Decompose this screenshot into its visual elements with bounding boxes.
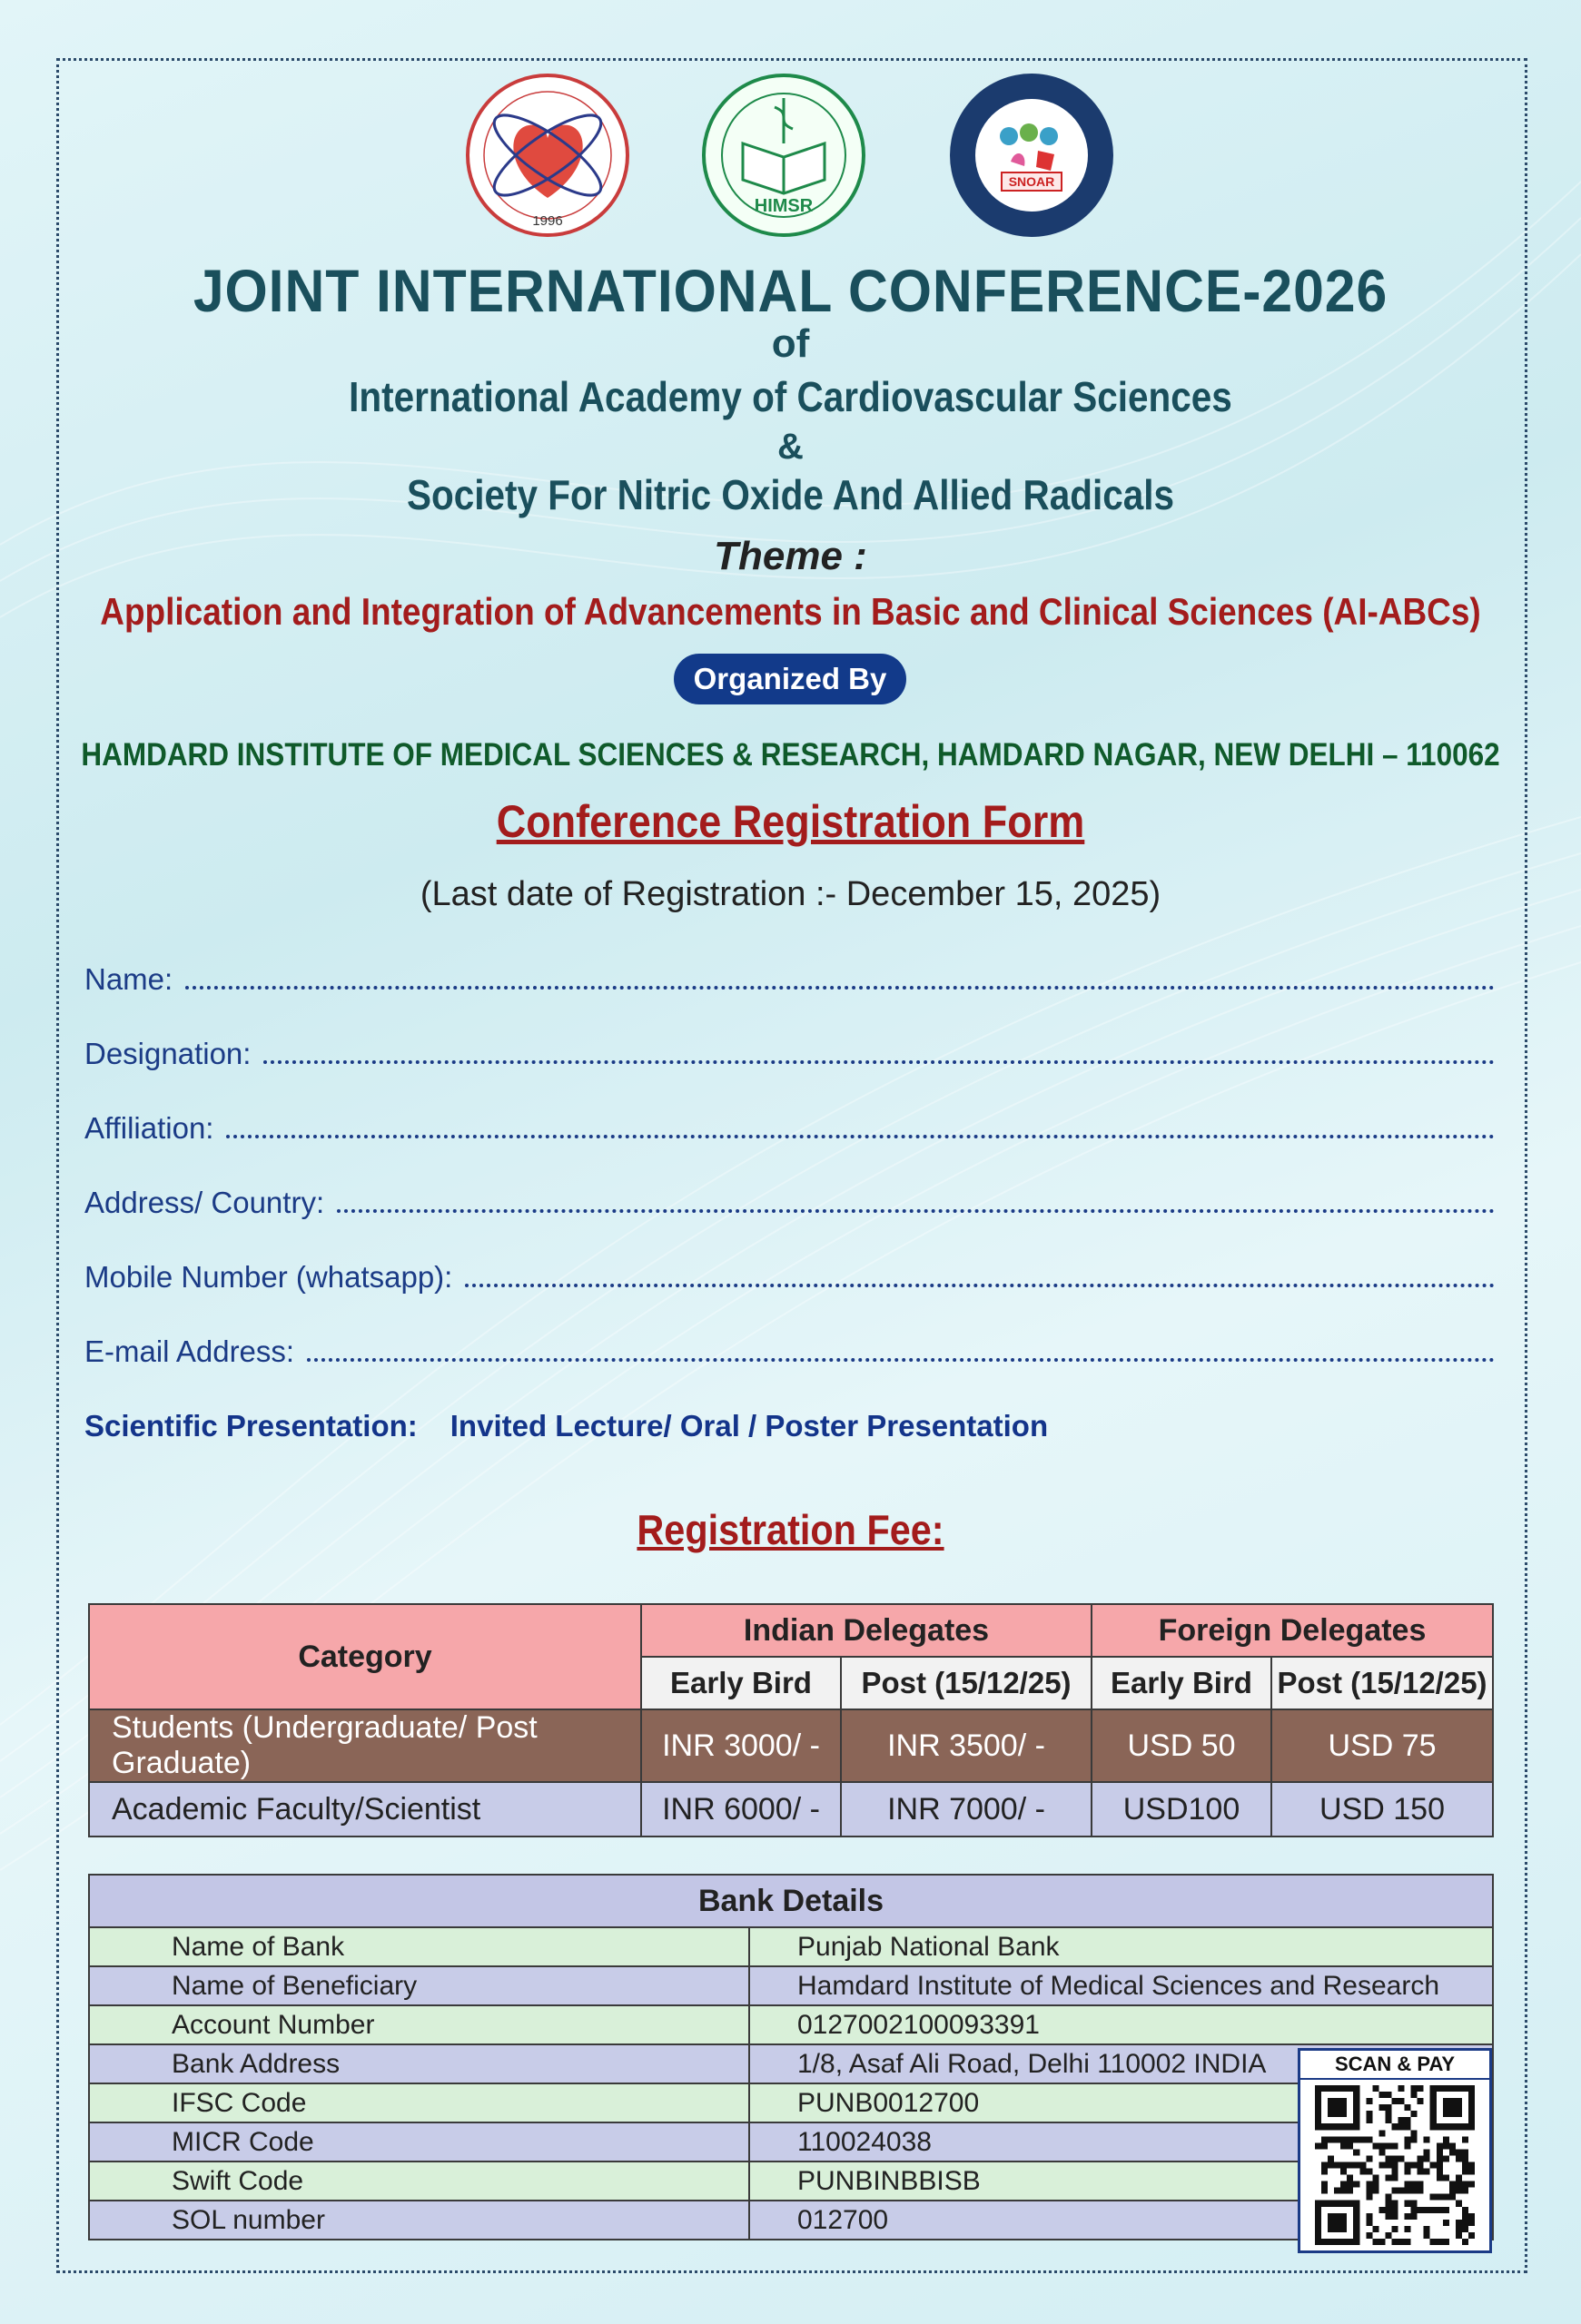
bank-value: 110024038	[749, 2122, 1493, 2162]
email-field[interactable]	[84, 1329, 1495, 1369]
bank-key: SOL number	[89, 2201, 749, 2240]
designation-label: Designation:	[84, 1037, 252, 1070]
fee-cell: INR 3000/ -	[641, 1709, 841, 1782]
address-label: Address/ Country:	[84, 1186, 325, 1219]
theme-label: Theme :	[714, 534, 867, 578]
qr-code-icon[interactable]	[1306, 2085, 1484, 2245]
name-dotted-line[interactable]	[185, 985, 1495, 990]
fee-cell: USD100	[1092, 1782, 1271, 1837]
fee-category-cell: Students (Undergraduate/ Post Graduate)	[89, 1709, 641, 1782]
bank-key: Name of Beneficiary	[89, 1966, 749, 2005]
snoar-seal-icon	[947, 71, 1116, 240]
bank-key: IFSC Code	[89, 2083, 749, 2122]
bank-row	[89, 2201, 1493, 2240]
bank-row	[89, 2083, 1493, 2122]
fee-cell: USD 75	[1271, 1709, 1493, 1782]
bank-details-table	[88, 1874, 1494, 2240]
name-field[interactable]	[84, 957, 1495, 997]
fee-cell: USD 150	[1271, 1782, 1493, 1837]
bank-row	[89, 2162, 1493, 2201]
address-field[interactable]	[84, 1180, 1495, 1220]
registration-fee-table	[88, 1603, 1494, 1837]
registration-fee-title: Registration Fee:	[637, 1506, 944, 1553]
fee-row	[89, 1782, 1493, 1837]
mobile-label: Mobile Number (whatsapp):	[84, 1260, 453, 1294]
logo-row	[0, 71, 1581, 252]
bank-row	[89, 1966, 1493, 2005]
bank-value: 0127002100093391	[749, 2005, 1493, 2044]
bank-key: Bank Address	[89, 2044, 749, 2083]
bank-value: 1/8, Asaf Ali Road, Delhi 110002 INDIA	[749, 2044, 1493, 2083]
fee-header-category: Category	[89, 1604, 641, 1709]
bank-key: Swift Code	[89, 2162, 749, 2201]
bank-value: Punjab National Bank	[749, 1927, 1493, 1966]
himsr-book-emblem-icon	[699, 71, 868, 240]
email-label: E-mail Address:	[84, 1334, 295, 1368]
fee-row	[89, 1709, 1493, 1782]
mobile-dotted-line[interactable]	[465, 1283, 1495, 1287]
bank-key: MICR Code	[89, 2122, 749, 2162]
fee-cell: INR 3500/ -	[841, 1709, 1092, 1782]
scientific-presentation-value: Invited Lecture/ Oral / Poster Presentation	[450, 1409, 1049, 1443]
bank-value: Hamdard Institute of Medical Sciences and Research	[749, 1966, 1493, 2005]
fee-header-foreign: Foreign Delegates	[1092, 1604, 1493, 1657]
form-title: Conference Registration Form	[496, 796, 1085, 847]
scan-pay-label: SCAN & PAY	[1300, 2051, 1489, 2080]
theme-text: Application and Integration of Advancements in Basic and Clinical Sciences (AI-ABCs)	[100, 590, 1481, 633]
fee-subheader-foreign-post: Post (15/12/25)	[1271, 1657, 1493, 1709]
svg-text:1996: 1996	[532, 213, 563, 229]
organized-by-badge: Organized By	[674, 654, 906, 704]
fee-category-cell: Academic Faculty/Scientist	[89, 1782, 641, 1837]
title-of: of	[771, 321, 810, 366]
heart-atom-logo-icon	[463, 71, 632, 240]
bank-row	[89, 2005, 1493, 2044]
mobile-field[interactable]	[84, 1255, 1495, 1295]
designation-field[interactable]	[84, 1031, 1495, 1071]
society-name-2: Society For Nitric Oxide And Allied Radicals	[406, 471, 1175, 518]
affiliation-label: Affiliation:	[84, 1111, 214, 1145]
designation-dotted-line[interactable]	[263, 1059, 1495, 1064]
bank-details-title: Bank Details	[89, 1875, 1493, 1927]
bank-row	[89, 2122, 1493, 2162]
bank-row	[89, 2044, 1493, 2083]
society-name-1: International Academy of Cardiovascular Sciences	[349, 373, 1232, 420]
fee-cell: USD 50	[1092, 1709, 1271, 1782]
scientific-presentation-label: Scientific Presentation:	[84, 1409, 418, 1443]
bank-value: 012700	[749, 2201, 1493, 2240]
bank-key: Name of Bank	[89, 1927, 749, 1966]
fee-subheader-indian-early: Early Bird	[641, 1657, 841, 1709]
fee-cell: INR 7000/ -	[841, 1782, 1092, 1837]
bank-row	[89, 1927, 1493, 1966]
fee-subheader-foreign-early: Early Bird	[1092, 1657, 1271, 1709]
institute-name: HAMDARD INSTITUTE OF MEDICAL SCIENCES & RESEARCH, HAMDARD NAGAR, NEW DELHI – 110062	[81, 737, 1500, 773]
bank-key: Account Number	[89, 2005, 749, 2044]
affiliation-field[interactable]	[84, 1106, 1495, 1146]
scan-pay-box[interactable]	[1298, 2048, 1492, 2253]
svg-text:SNOAR: SNOAR	[1008, 174, 1055, 189]
title-ampersand: &	[777, 427, 804, 467]
svg-text:HIMSR: HIMSR	[754, 196, 814, 216]
fee-header-indian: Indian Delegates	[641, 1604, 1092, 1657]
bank-value: PUNB0012700	[749, 2083, 1493, 2122]
email-dotted-line[interactable]	[307, 1357, 1495, 1362]
name-label: Name:	[84, 962, 173, 996]
conference-title: JOINT INTERNATIONAL CONFERENCE-2026	[193, 257, 1388, 324]
fee-subheader-indian-post: Post (15/12/25)	[841, 1657, 1092, 1709]
bank-value: PUNBINBBISB	[749, 2162, 1493, 2201]
fee-cell: INR 6000/ -	[641, 1782, 841, 1837]
last-date: (Last date of Registration :- December 15, 2025)	[420, 875, 1161, 913]
address-dotted-line[interactable]	[337, 1208, 1495, 1213]
affiliation-dotted-line[interactable]	[226, 1134, 1495, 1138]
scientific-presentation	[84, 1409, 1048, 1443]
